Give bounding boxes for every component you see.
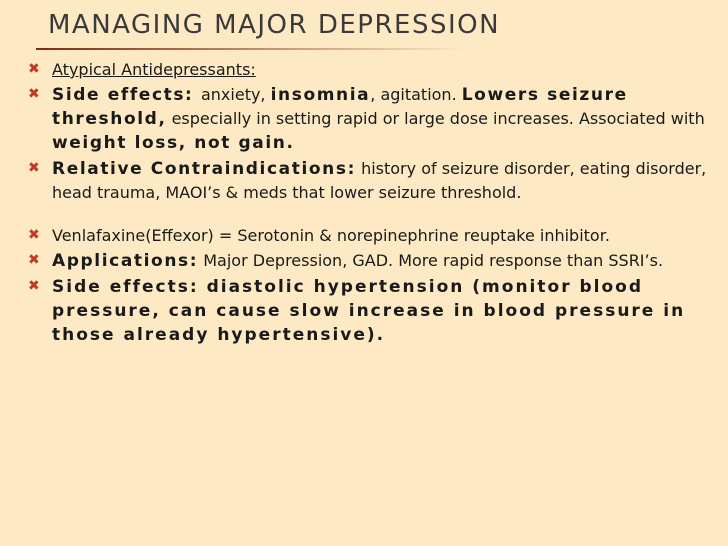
bullet-bold-text: Applications: <box>52 251 199 271</box>
bullet-list <box>22 58 712 349</box>
bullet-bold-text: weight loss, not gain. <box>52 133 295 153</box>
bullet-text: anxiety, <box>200 85 271 104</box>
bullet-item <box>22 157 712 204</box>
x-mark-bullet-icon: ✖ <box>28 160 40 176</box>
x-mark-bullet-icon: ✖ <box>28 86 40 102</box>
bullet-item <box>22 224 712 247</box>
x-mark-bullet-icon: ✖ <box>28 61 40 77</box>
bullet-item <box>22 249 712 273</box>
bullet-item <box>22 275 712 347</box>
bullet-text: , agitation. <box>370 85 462 104</box>
bullet-text: especially in setting rapid or large dose increases. Associated with <box>166 109 705 128</box>
slide-title: MANAGING MAJOR DEPRESSION <box>48 10 501 40</box>
bullet-item <box>22 58 712 81</box>
bullet-bold-text: Side effects: diastolic hypertension (monitor blood pressure, can cause slow increase in blood pressure in those already hypertensive). <box>52 277 686 345</box>
bullet-text: Major Depression, GAD. More rapid response than SSRI’s. <box>198 251 664 270</box>
x-mark-bullet-icon: ✖ <box>28 227 40 243</box>
bullet-bold-text: Lowers seizure threshold, <box>52 85 628 129</box>
x-mark-bullet-icon: ✖ <box>28 252 40 268</box>
bullet-text: Venlafaxine(Effexor) = Serotonin & norepinephrine reuptake inhibitor. <box>52 226 610 245</box>
bullet-text: history of seizure disorder, eating disorder, head trauma, MAOI’s & meds that lower seizure threshold. <box>52 159 707 202</box>
title-underline <box>36 48 466 50</box>
bullet-text: Atypical Antidepressants: <box>52 60 256 79</box>
bullet-bold-text: insomnia <box>270 85 371 105</box>
bullet-bold-text: Relative Contraindications: <box>52 159 356 179</box>
bullet-bold-text: Side effects: <box>52 85 201 105</box>
x-mark-bullet-icon: ✖ <box>28 278 40 294</box>
bullet-item <box>22 83 712 155</box>
